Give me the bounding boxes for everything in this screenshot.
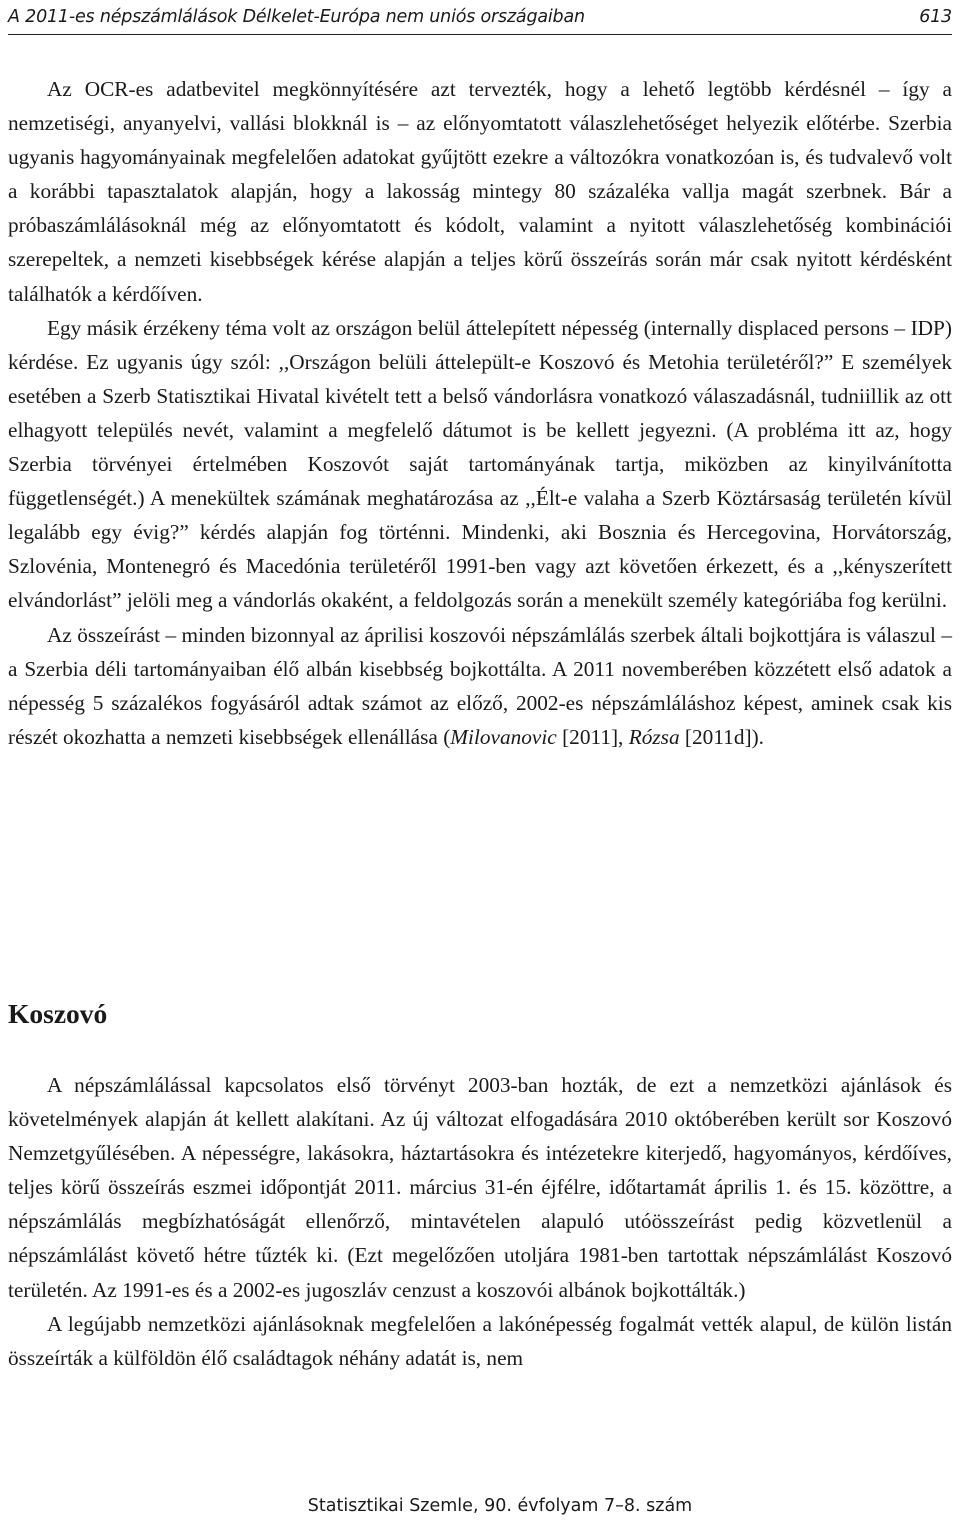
paragraph-boycott xyxy=(8,618,952,754)
running-footer: Statisztikai Szemle, 90. évfolyam 7–8. szám xyxy=(307,1496,693,1516)
section-heading: Koszovó xyxy=(8,998,108,1029)
paragraph-idp: Egy másik érzékeny téma volt az országon belül áttelepített népesség (internally displaced persons – IDP) kérdése. Ez ugyanis úgy szól: ,,Országon belüli áttelepült-e Koszovó és Metohia területéről?” E személyek esetében a Szerb Statisztikai Hivatal kivételt tett a belső vándorlásra vonatkozó válaszadásnál, tudniillik az ott elhagyott település nevét, valamint a megfelelő dátumot is be kellett jegyezni. (A probléma itt az, hogy Szerbia törvényei értelmében Koszovót saját tartományának tartja, miközben az kinyilvánította függetlenségét.) A menekültek számának meghatározása az ,,Élt-e valaha a Szerb Köztársaság területén kívül legalább egy évig?” kérdés alapján fog történni. Mindenki, aki Bosznia és Hercegovina, Horvátország, Szlovénia, Montenegró és Macedónia területéről 1991-ben vagy azt követően érkezett, és a ,,kényszerített elvándorlást” jelöli meg a vándorlás okaként, a feldolgozás során a menekült személy kategóriába fog kerülni. xyxy=(8,315,952,613)
paragraph-boycott-text-end: [2011d]). xyxy=(679,724,764,749)
paragraph-boycott-text-mid: [2011], xyxy=(556,724,629,749)
paragraph-kosovo-population: A legújabb nemzetközi ajánlásoknak megfelelően a lakónépesség fogalmát vették alapul, de külön listán összeírták a külföldön élő családtagok néhány adatát is, nem xyxy=(8,1311,952,1370)
paragraph-ocr: Az OCR-es adatbevitel megkönnyítésére azt tervezték, hogy a lehető legtöbb kérdésnél – így a nemzetiségi, anyanyelvi, vallási blokknál is – az előnyomtatott válaszlehetőséget helyezik előtérbe. Szerbia ugyanis hagyományainak megfelelően adatokat gyűjtött ezekre a változókra vonatkozóan is, és tudvalevő volt a korábbi tapasztalatok alapján, hogy a lakosság mintegy 80 százaléka vallja magát szerbnek. Bár a próbaszámlálásoknál még az előnyomtatott és kódolt, valamint a nyitott válaszlehetőség kombinációi szerepeltek, a nemzeti kisebbségek kérése alapján a teljes körű összeírás során már csak nyitott kérdésként találhatók a kérdőíven. xyxy=(8,77,952,306)
page-number: 613 xyxy=(919,7,952,27)
paragraph-kosovo-law: A népszámlálással kapcsolatos első törvényt 2003-ban hozták, de ezt a nemzetközi ajánlások és követelmények alapján át kellett alakítani. Az új változat elfogadására 2010 októberében került sor Koszovó Nemzetgyűlésében. A népességre, lakásokra, háztartásokra és intézetekre kiterjedő, hagyományos, kérdőíves, teljes körű összeírás eszmei időpontját 2011. március 31-én éjfélre, időtartamát április 1. és 15. közöttre, a népszámlálás megbízhatóságát ellenőrző, mintavételen alapuló utóösszeírást pedig közvetlenül a népszámlálást követő hétre tűzték ki. (Ezt megelőzően utoljára 1981-ben tartottak népszámlálást Koszovó területén. Az 1991-es és a 2002-es jugoszláv cenzust a koszovói albánok bojkottálták.) xyxy=(8,1073,952,1302)
paragraph-boycott-text: Az összeírást – minden bizonnyal az áprilisi koszovói népszámlálás szerbek általi bojkottjára is válaszul – a Szerbia déli tartományaiban élő albán kisebbség bojkottálta. A 2011 novemberében közzétett első adatok a népesség 5 százalékos fogyásáról adtak számot az előző, 2002-es népszámláláshoz képest, aminek csak kis részét okozhatta a nemzeti kisebbségek ellenállása ( xyxy=(8,622,952,749)
running-header xyxy=(8,0,952,35)
citation-milovanovic: Milovanovic xyxy=(450,724,557,749)
body-text-bottom xyxy=(8,1068,952,1375)
body-text-top xyxy=(8,72,952,754)
running-header-title: A 2011-es népszámlálások Délkelet-Európa nem uniós országaiban xyxy=(8,7,585,27)
citation-rozsa: Rózsa xyxy=(628,724,680,749)
